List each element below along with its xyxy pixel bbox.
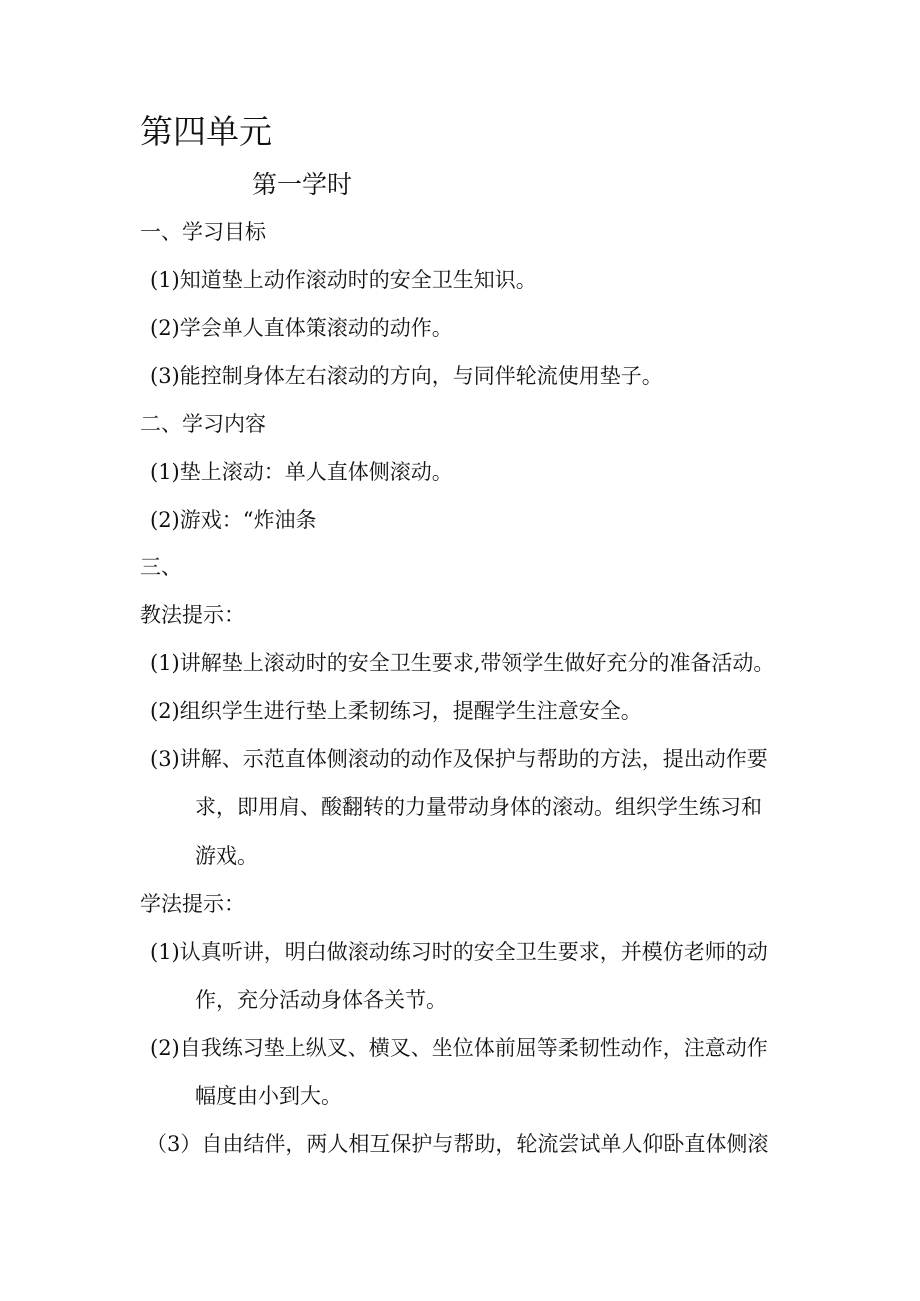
learning-tips-heading: 学法提示： [140, 892, 245, 916]
objective-item: (1)知道垫上动作滚动时的安全卫生知识。 [150, 268, 537, 292]
objective-item: (3)能控制身体左右滚动的方向，与同伴轮流使用垫子。 [150, 364, 663, 388]
teaching-item: (1)讲解垫上滚动时的安全卫生要求,带领学生做好充分的准备活动。 [150, 651, 775, 675]
section-heading-content: 二、学习内容 [140, 412, 266, 436]
teaching-tips-heading: 教法提示： [140, 603, 245, 627]
teaching-item: (2)组织学生进行垫上柔韧练习，提醒学生注意安全。 [150, 699, 642, 723]
section-heading-objectives: 一、学习目标 [140, 220, 266, 244]
section-heading-three: 三、 [140, 555, 182, 579]
unit-title: 第四单元 [140, 112, 272, 151]
learning-item: (1)认真听讲，明白做滚动练习时的安全卫生要求，并模仿老师的动 [150, 940, 768, 964]
teaching-item-continued: 求，即用肩、酸翻转的力量带动身体的滚动。组织学生练习和 [195, 795, 762, 819]
learning-item: (2)自我练习垫上纵叉、横叉、坐位体前屈等柔韧性动作，注意动作 [150, 1036, 768, 1060]
teaching-item-continued: 游戏。 [195, 844, 258, 868]
content-item: (2)游戏：“炸油条 [150, 508, 317, 532]
learning-item-continued: 作，充分活动身体各关节。 [195, 988, 447, 1012]
objective-item: (2)学会单人直体策滚动的动作。 [150, 316, 453, 340]
content-item: (1)垫上滚动：单人直体侧滚动。 [150, 460, 453, 484]
teaching-item: (3)讲解、示范直体侧滚动的动作及保护与帮助的方法，提出动作要 [150, 747, 768, 771]
learning-item: （3）自由结伴，两人相互保护与帮助，轮流尝试单人仰卧直体侧滚 [146, 1132, 769, 1156]
lesson-title: 第一学时 [252, 170, 353, 199]
learning-item-continued: 幅度由小到大。 [195, 1084, 342, 1108]
